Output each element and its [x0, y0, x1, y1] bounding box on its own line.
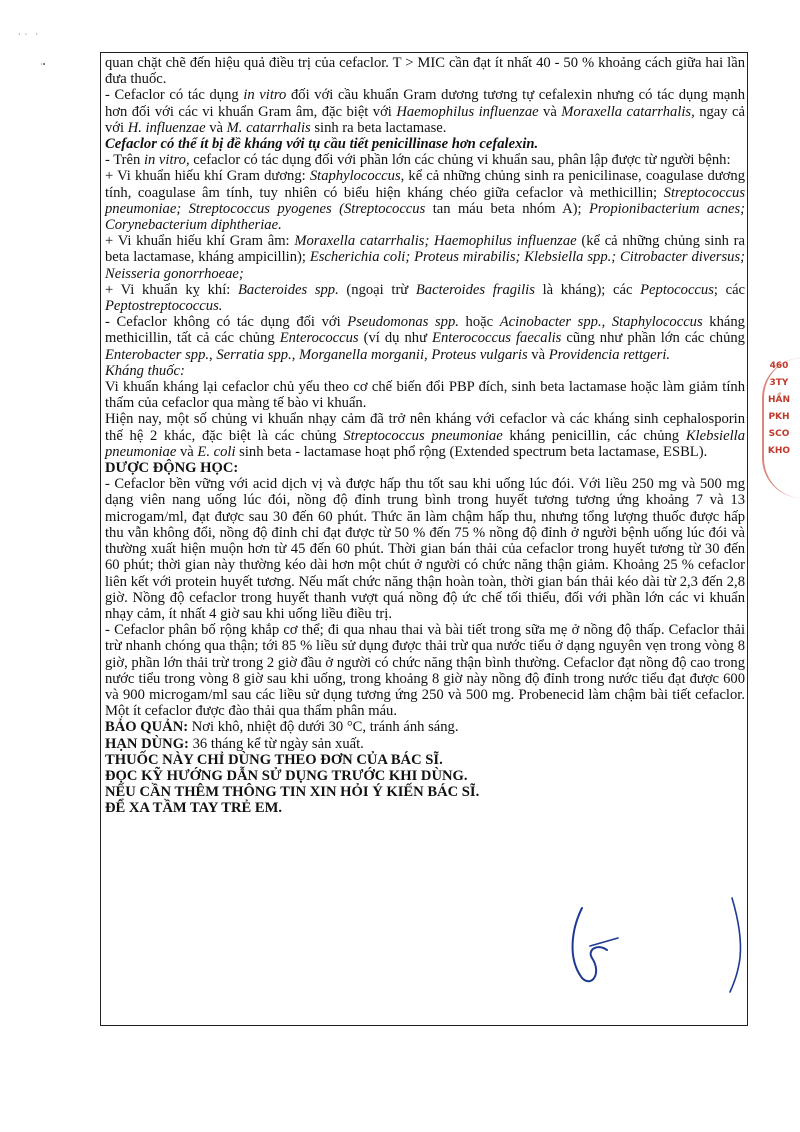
stamp-text-6: KHO [767, 446, 791, 456]
paragraph-penicillinase-note: Cefaclor có thể ít bị đề kháng với tụ cầu tiết penicillinase hơn cefalexin. [105, 136, 539, 153]
scan-dots: · · · [18, 30, 38, 39]
company-stamp [760, 358, 798, 500]
paragraph-resistance-current: Hiện nay, một số chủng vi khuẩn nhạy cảm đã trở nên kháng với cefaclor và các kháng sinh cephalosporin thế hệ 2 khác, đặc biệt là các chủng Streptococcus pneumoniae kháng penicillin, các chủng Klebsiella pneumoniae và E. coli sinh beta - lactamase hoạt phổ rộng (Extended spectrum beta lactamase, ESBL). [105, 411, 745, 460]
scan-dots-2: ·• [40, 60, 46, 69]
stamp-text-3: HẦN [767, 395, 791, 405]
warning-prescription: THUỐC NÀY CHỈ DÙNG THEO ĐƠN CỦA BÁC SĨ. [105, 751, 443, 768]
paragraph-t-mic: quan chặt chẽ đến hiệu quả điều trị của cefaclor. T > MIC cần đạt ít nhất 40 - 50 % khoảng cách giữa hai lần đưa thuốc. [105, 55, 745, 88]
storage-line: BẢO QUẢN: Nơi khô, nhiệt độ dưới 30 °C, tránh ánh sáng. [105, 719, 459, 736]
subheading-resistance: Kháng thuốc: [105, 362, 185, 379]
stamp-arc [762, 358, 800, 498]
stamp-text-5: SCO [768, 429, 790, 439]
paragraph-in-vitro-gram: - Cefaclor có tác dụng in vitro đối với cầu khuẩn Gram dương tương tự cefalexin nhưng có tác dụng mạnh hơn đối với các vi khuẩn Gram âm, đặc biệt với Haemophilus influenzae và Moraxella catarrhalis, ngay cả với H. influenzae và M. catarrhalis sinh ra beta lactamase. [105, 87, 745, 136]
stamp-text-1: 460 [769, 361, 789, 371]
paragraph-not-effective: - Cefaclor không có tác dụng đối với Pseudomonas spp. hoặc Acinobacter spp., Staphylococcus kháng methicillin, tất cả các chủng Enterococcus (ví dụ như Enterococcus faecalis cũng như phần lớn các chủng Enterobacter spp., Serratia spp., Morganella morganii, Proteus vulgaris và Providencia rettgeri. [105, 314, 745, 363]
warning-read-instructions: ĐỌC KỸ HƯỚNG DẪN SỬ DỤNG TRƯỚC KHI DÙNG. [105, 767, 468, 784]
stamp-text-4: PKH [768, 412, 790, 422]
paragraph-absorption: - Cefaclor bền vững với acid dịch vị và được hấp thu tốt sau khi uống lúc đói. Với liều 250 mg và 500 mg dạng viên nang uống lúc đói, nồng độ đỉnh trung bình trong huyết tương tương ứng khoảng 7 và 13 microgam/ml, đạt được sau 30 đến 60 phút. Thức ăn làm chậm hấp thu, nhưng tổng lượng thuốc được hấp thu vẫn không đổi, nồng độ đỉnh chỉ đạt được từ 50 % đến 75 % nồng độ đỉnh ở người bệnh uống lúc đói và thường xuất hiện muộn hơn từ 45 đến 60 phút. Thời gian bán thải của cefaclor trong huyết tương từ 30 đến 60 phút; thời gian này thường kéo dài hơn một chút ở người có chức năng thận giảm. Khoảng 25 % cefaclor liên kết với protein huyết tương. Nếu mất chức năng thận hoàn toàn, thời gian bán thải kéo dài từ 2,3 đến 2,8 giờ. Nồng độ cefaclor trong huyết thanh vượt quá nồng độ ức chế tối thiểu, đối với phần lớn các vi khuẩn nhạy cảm, ít nhất 4 giờ sau khi uống liều điều trị. [105, 476, 745, 622]
stamp-text-2: 3TY [769, 378, 789, 388]
warnings-block [105, 752, 745, 817]
paragraph-in-vitro-strains: - Trên in vitro, cefaclor có tác dụng đối với phần lớn các chủng vi khuẩn sau, phân lập được từ người bệnh: [105, 152, 731, 169]
handwritten-signature [552, 888, 762, 998]
heading-pharmacokinetics: DƯỢC ĐỘNG HỌC: [105, 460, 239, 477]
paragraph-resistance-mechanism: Vi khuẩn kháng lại cefaclor chủ yếu theo cơ chế biến đổi PBP đích, sinh beta lactamase hoặc làm giảm tính thấm của cefaclor qua màng tế bào vi khuẩn. [105, 379, 745, 412]
paragraph-gram-negative: + Vi khuẩn hiếu khí Gram âm: Moraxella catarrhalis; Haemophilus influenzae (kể cả những chủng sinh ra beta lactamase, kháng ampicillin); Escherichia coli; Proteus mirabilis; Klebsiella spp.; Citrobacter diversus; Neisseria gonorrhoeae; [105, 233, 746, 282]
expiry-line: HẠN DÙNG: 36 tháng kể từ ngày sản xuất. [105, 735, 364, 752]
paragraph-gram-positive: + Vi khuẩn hiếu khí Gram dương: Staphylococcus, kể cả những chủng sinh ra penicilinase, coagulase dương tính, coagulase âm tính, tuy nhiên có biểu hiện kháng chéo giữa cefaclor và methicillin; Streptococcus pneumoniae; Streptococcus pyogenes (Streptococcus tan máu beta nhóm A); Propionibacterium acnes; Corynebacterium diphtheriae. [105, 168, 746, 234]
paragraph-anaerobic: + Vi khuẩn kỵ khí: Bacteroides spp. (ngoại trừ Bacteroides fragilis là kháng); các Peptococcus; các Peptostreptococcus. [105, 281, 746, 315]
warning-keep-away-children: ĐỂ XA TẦM TAY TRẺ EM. [105, 800, 283, 817]
document-body [105, 55, 745, 817]
paragraph-distribution: - Cefaclor phân bố rộng khắp cơ thể; đi qua nhau thai và bài tiết trong sữa mẹ ở nồng độ thấp. Cefaclor thải trừ nhanh chóng qua thận; tới 85 % liều sử dụng được thải trừ qua nước tiểu ở dạng nguyên vẹn trong vòng 8 giờ, phần lớn thải trừ trong 2 giờ đầu ở người có chức năng thận bình thường. Cefaclor đạt nồng độ cao trong nước tiểu trong vòng 8 giờ sau khi uống, trong khoảng 8 giờ này nồng độ đỉnh trong nước tiểu đạt được 600 và 900 microgam/ml sau các liều sử dụng tương ứng 250 và 500 mg. Probenecid làm chậm bài tiết cefaclor. Một ít cefaclor được đào thải qua thẩm phân máu. [105, 622, 745, 720]
warning-ask-doctor: NẾU CẦN THÊM THÔNG TIN XIN HỎI Ý KIẾN BÁC SĨ. [105, 784, 480, 801]
